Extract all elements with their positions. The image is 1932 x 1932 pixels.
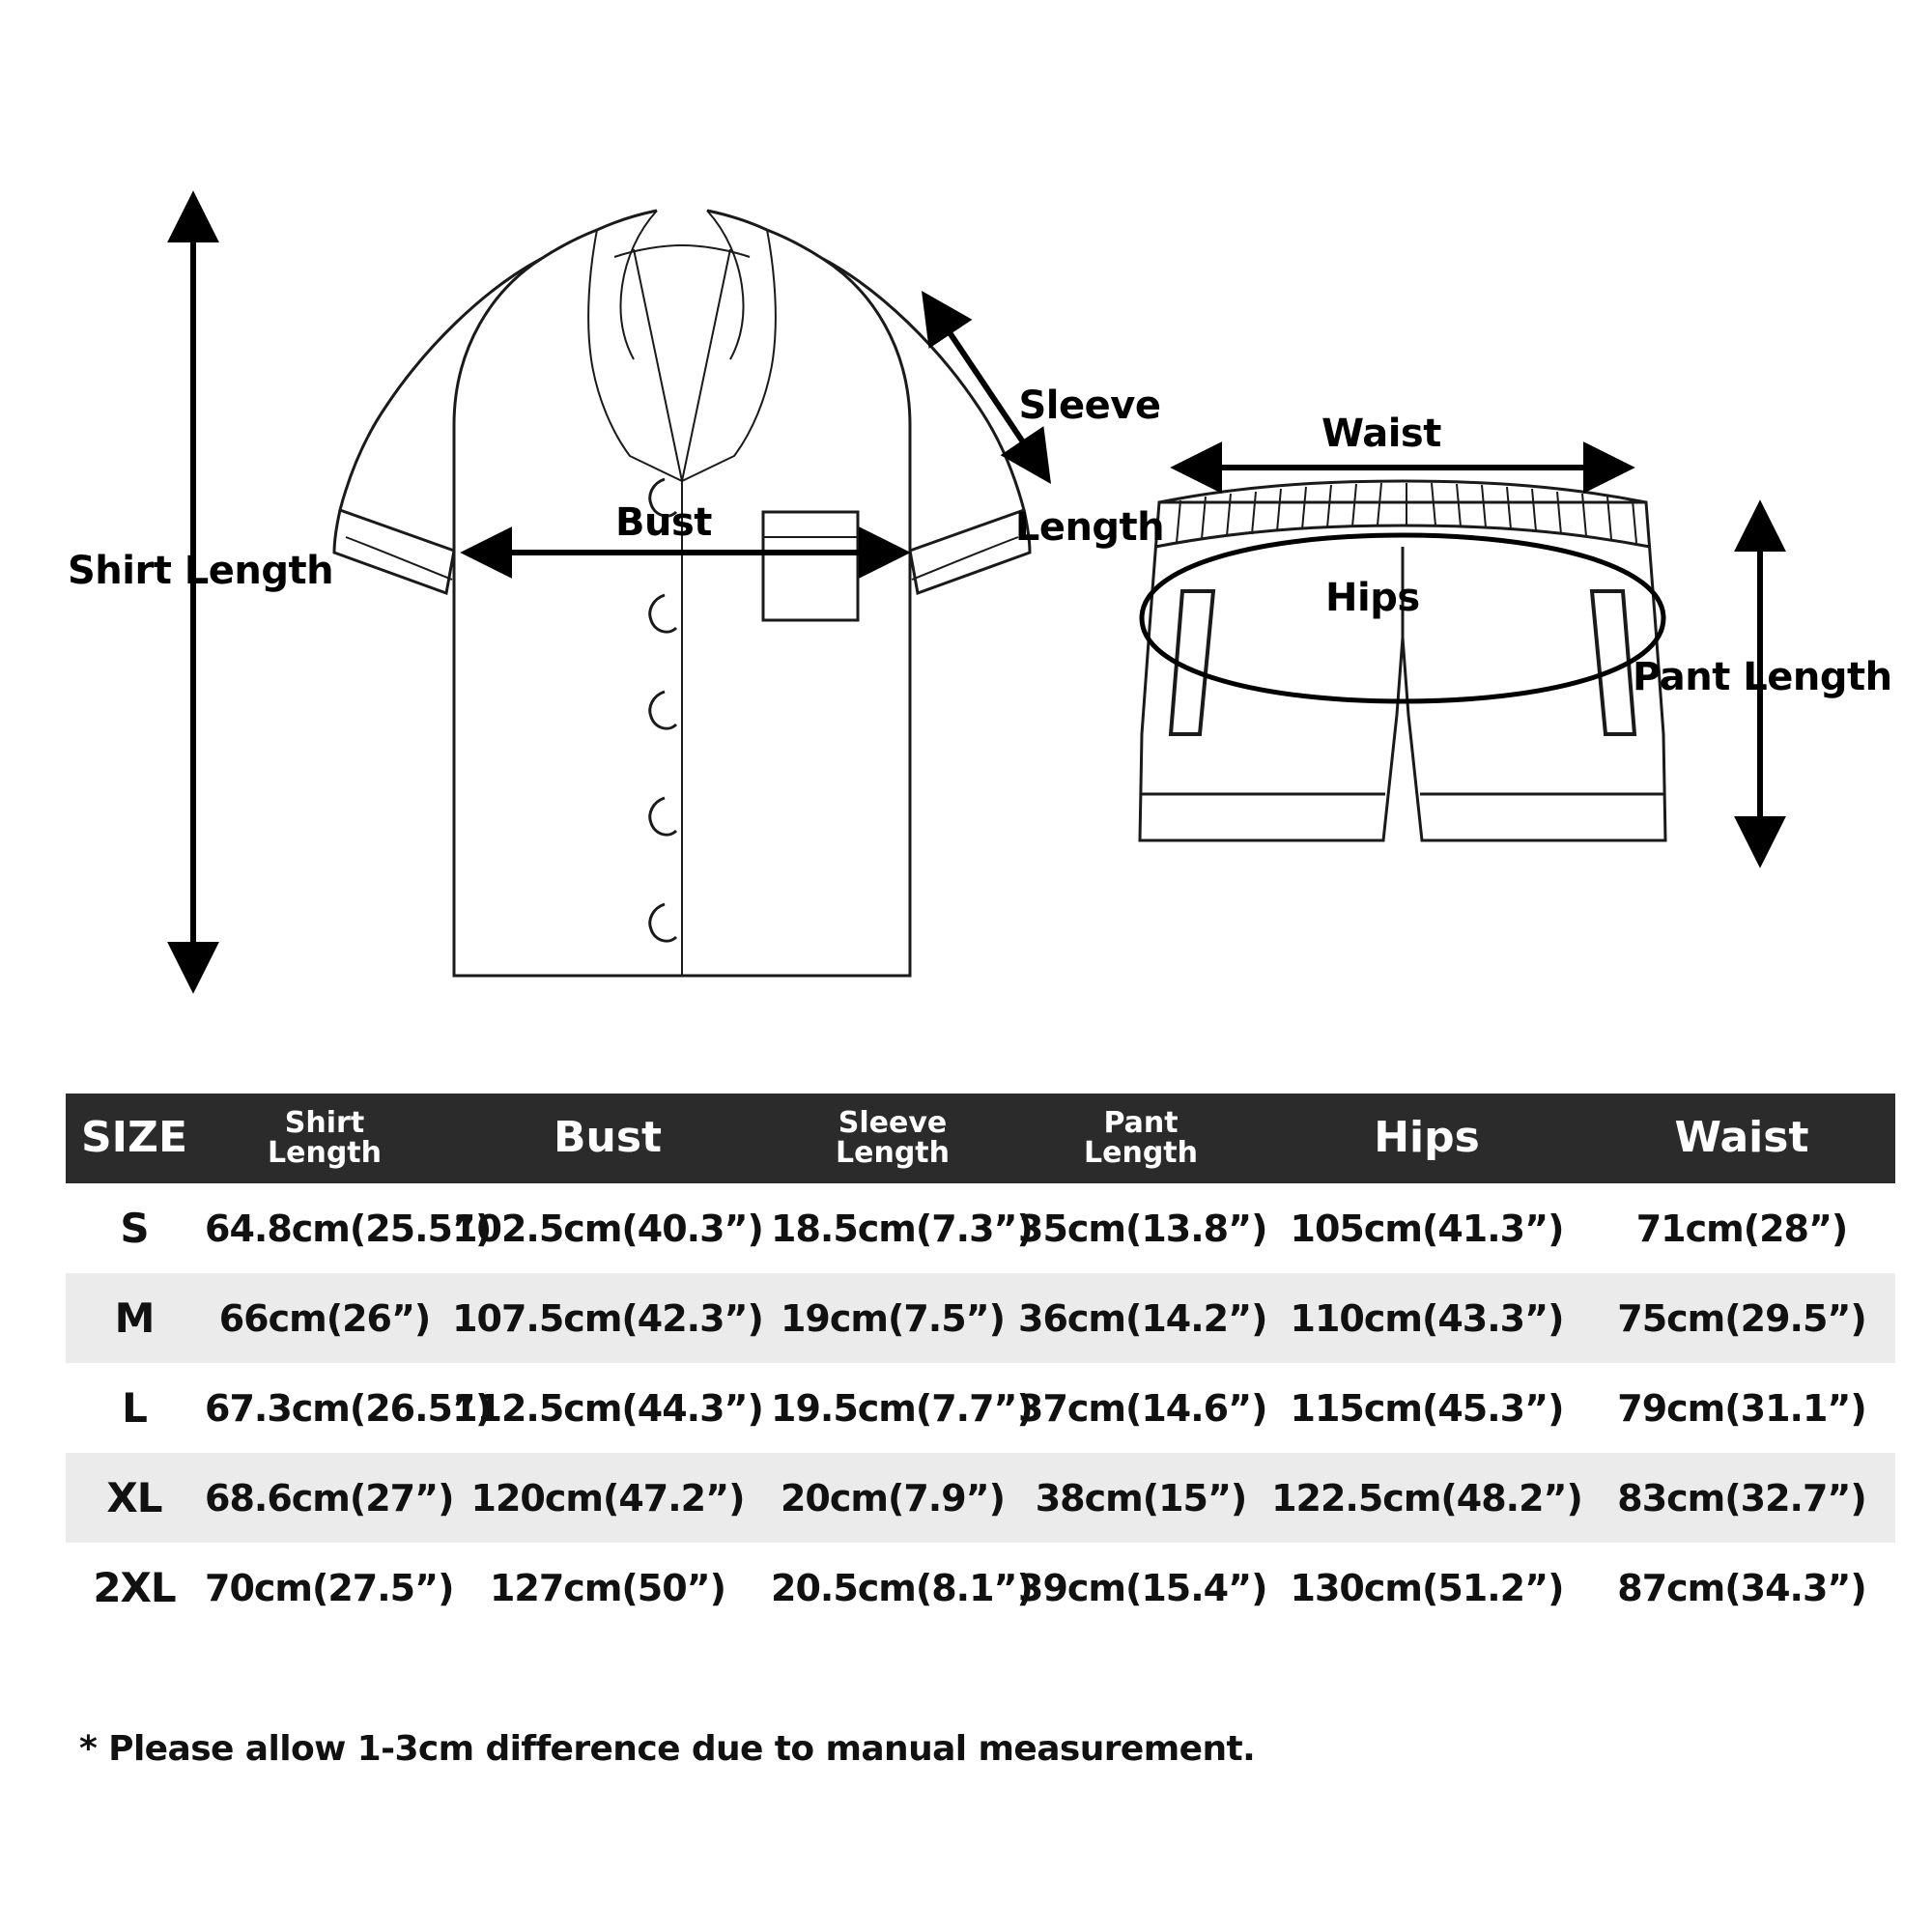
header-sleeve-length	[769, 1094, 1016, 1183]
cell-pant-length: 39cm(15.4”)	[1018, 1566, 1267, 1609]
cell-size: 2XL	[93, 1564, 176, 1612]
measurement-note: * Please allow 1-3cm difference due to manual measurement.	[79, 1729, 1256, 1769]
size-table-wrapper	[66, 1094, 1868, 1633]
table-row	[66, 1183, 1895, 1273]
size-table-head	[66, 1094, 1895, 1183]
cell-shirt-length: 67.3cm(26.5”)	[205, 1386, 492, 1430]
size-table-body	[66, 1183, 1895, 1633]
label-bust: Bust	[615, 500, 712, 545]
cell-waist: 71cm(28”)	[1635, 1207, 1848, 1250]
cell-hips: 122.5cm(48.2”)	[1271, 1476, 1582, 1520]
cell-waist: 79cm(31.1”)	[1617, 1386, 1866, 1430]
cell-shirt-length: 70cm(27.5”)	[205, 1566, 454, 1609]
cell-shirt-length: 66cm(26”)	[218, 1296, 431, 1340]
cell-sleeve-length: 20cm(7.9”)	[780, 1476, 1006, 1520]
cell-size: L	[122, 1384, 147, 1433]
cell-sleeve-length: 19cm(7.5”)	[780, 1296, 1006, 1340]
header-sleeve-length-line2: Length	[836, 1135, 950, 1170]
cell-size: S	[120, 1205, 149, 1253]
cell-sleeve-length: 20.5cm(8.1”)	[771, 1566, 1033, 1609]
cell-pant-length: 35cm(13.8”)	[1018, 1207, 1267, 1250]
cell-bust: 102.5cm(40.3”)	[452, 1207, 763, 1250]
cell-shirt-length: 68.6cm(27”)	[205, 1476, 454, 1520]
header-waist: Waist	[1588, 1094, 1895, 1183]
cell-bust: 107.5cm(42.3”)	[452, 1296, 763, 1340]
header-bust: Bust	[446, 1094, 769, 1183]
label-pant-length: Pant Length	[1633, 655, 1892, 699]
header-shirt-length-line1: Shirt	[284, 1106, 365, 1140]
cell-hips: 110cm(43.3”)	[1290, 1296, 1564, 1340]
cell-pant-length: 37cm(14.6”)	[1018, 1386, 1267, 1430]
label-sleeve-length-line1: Sleeve	[1018, 384, 1161, 428]
cell-hips: 105cm(41.3”)	[1290, 1207, 1564, 1250]
shirt-drawing	[334, 211, 1030, 976]
table-row	[66, 1363, 1895, 1453]
cell-waist: 87cm(34.3”)	[1617, 1566, 1866, 1609]
header-pant-length-line2: Length	[1084, 1135, 1198, 1170]
cell-size: XL	[106, 1474, 162, 1522]
header-hips: Hips	[1265, 1094, 1588, 1183]
header-pant-length-line1: Pant	[1103, 1106, 1179, 1140]
size-table	[66, 1094, 1895, 1633]
cell-shirt-length: 64.8cm(25.5”)	[205, 1207, 492, 1250]
header-size: SIZE	[66, 1094, 203, 1183]
cell-waist: 75cm(29.5”)	[1617, 1296, 1866, 1340]
cell-hips: 130cm(51.2”)	[1290, 1566, 1564, 1609]
label-sleeve-length	[993, 304, 1186, 629]
cell-sleeve-length: 18.5cm(7.3”)	[771, 1207, 1033, 1250]
cell-waist: 83cm(32.7”)	[1617, 1476, 1866, 1520]
label-sleeve-length-line2: Length	[1014, 505, 1165, 550]
header-shirt-length	[203, 1094, 446, 1183]
header-pant-length	[1016, 1094, 1265, 1183]
label-waist: Waist	[1321, 412, 1441, 456]
cell-pant-length: 36cm(14.2”)	[1018, 1296, 1267, 1340]
cell-hips: 115cm(45.3”)	[1290, 1386, 1564, 1430]
cell-bust: 112.5cm(44.3”)	[452, 1386, 763, 1430]
header-shirt-length-line2: Length	[268, 1135, 382, 1170]
cell-bust: 127cm(50”)	[489, 1566, 726, 1609]
cell-sleeve-length: 19.5cm(7.7”)	[771, 1386, 1033, 1430]
table-row	[66, 1543, 1895, 1633]
table-row	[66, 1273, 1895, 1363]
cell-bust: 120cm(47.2”)	[470, 1476, 745, 1520]
label-hips: Hips	[1325, 576, 1420, 620]
table-header-row	[66, 1094, 1895, 1183]
table-row	[66, 1453, 1895, 1543]
label-shirt-length: Shirt Length	[68, 549, 334, 593]
header-sleeve-length-line1: Sleeve	[838, 1106, 948, 1140]
cell-size: M	[114, 1294, 155, 1343]
cell-pant-length: 38cm(15”)	[1035, 1476, 1247, 1520]
